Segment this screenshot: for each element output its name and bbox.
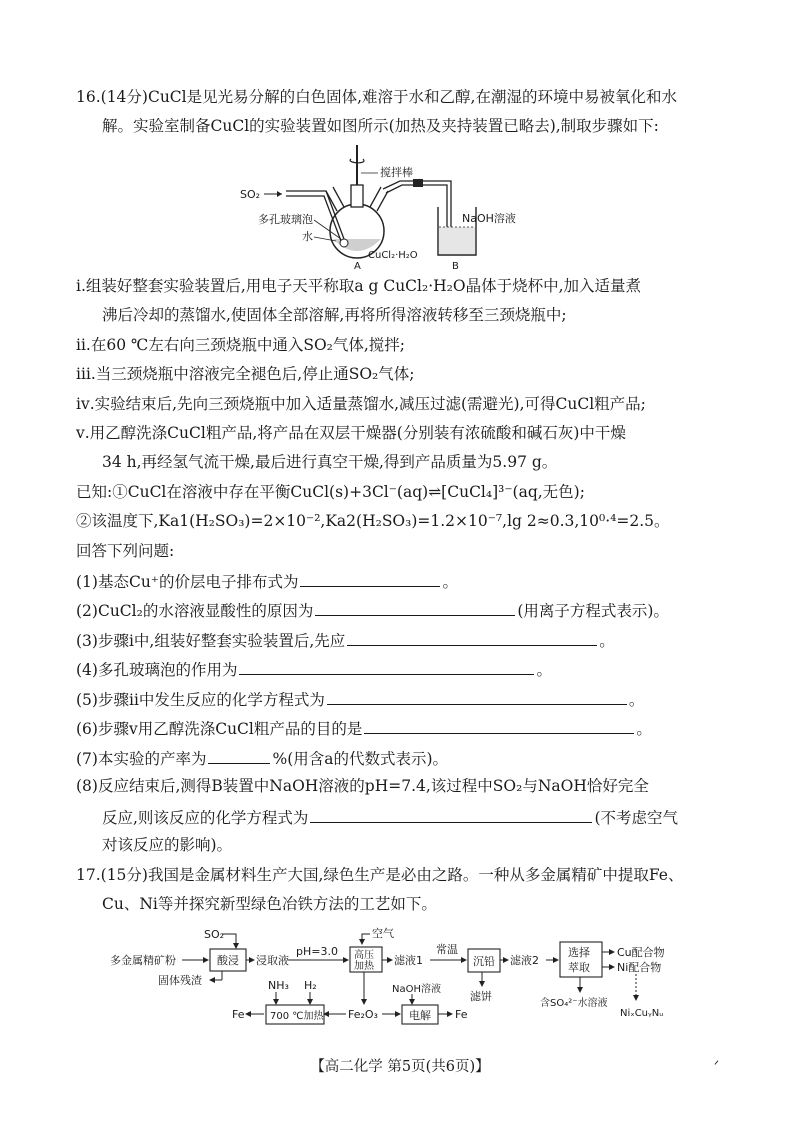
flow-precip: 沉铅	[473, 955, 495, 968]
q3-text: (3)步骤ⅰ中,组装好整套实验装置后,先应	[76, 632, 346, 650]
flow-ore: 多金属精矿粉	[110, 954, 176, 967]
flow-filtrate2: 滤液2	[510, 954, 539, 967]
step5-line2: 34 h,再经氢气流干燥,最后进行真空干燥,得到产品质量为5.97 g。	[102, 453, 558, 471]
question-1: (1)基态Cu⁺的价层电子排布式为 。	[76, 570, 728, 592]
q3-answer-blank[interactable]	[347, 629, 597, 646]
q5-answer-blank[interactable]	[327, 688, 627, 705]
corner-mark: ᐟ	[714, 1058, 720, 1072]
flow-air: 空气	[372, 927, 394, 940]
apparatus-diagram	[240, 143, 516, 272]
flow-residue: 固体残渣	[158, 974, 202, 987]
q5-text: (5)步骤ⅱ中发生反应的化学方程式为	[76, 691, 325, 709]
q6-answer-blank[interactable]	[364, 717, 634, 734]
beaker-label-b: B	[452, 261, 459, 272]
flow-cu-complex: Cu配合物	[617, 946, 665, 959]
flow-extract-l2: 萃取	[568, 961, 590, 974]
known-2: ②该温度下,Ka1(H₂SO₃)=2×10⁻²,Ka2(H₂SO₃)=1.2×10⁻⁷,lg 2≈0.3,10⁰·⁴=2.5。	[76, 512, 670, 530]
step4: ⅳ.实验结束后,先向三颈烧瓶中加入适量蒸馏水,减压过滤(需避光),可得CuCl粗产品;	[76, 395, 646, 413]
flow-heat700: 700 ℃加热	[270, 1011, 324, 1022]
flow-leachate: 浸取液	[256, 954, 289, 967]
q17-stem-line2: Cu、Ni等并探究新型绿色冶铁方法的工艺如下。	[102, 895, 437, 913]
question-6: (6)步骤ⅴ用乙醇洗涤CuCl粗产品的目的是 。	[76, 717, 728, 739]
question-8-line2: 反应,则该反应的化学方程式为 (不考虑空气	[102, 806, 754, 828]
q4-answer-blank[interactable]	[239, 658, 534, 675]
q2-text: (2)CuCl₂的水溶液显酸性的原因为	[76, 602, 314, 620]
naoh-label: NaOH溶液	[462, 212, 516, 225]
bubbler-label: 多孔玻璃泡	[258, 213, 313, 226]
process-flow-diagram	[110, 922, 700, 1034]
flow-fe-left: Fe	[232, 1008, 245, 1021]
q4-text: (4)多孔玻璃泡的作用为	[76, 661, 238, 679]
water-label: 水	[302, 230, 313, 243]
solid-label: CuCl₂·H₂O	[368, 250, 418, 261]
flow-nixcuy: NiₓCuᵧNᵤ	[620, 1008, 664, 1019]
flow-nh3: NH₃	[268, 979, 289, 992]
step1-line2: 沸后冷却的蒸馏水,使固体全部溶解,再将所得溶液转移至三颈烧瓶中;	[102, 306, 567, 324]
q16-stem-line1: 16.(14分)CuCl是见光易分解的白色固体,难溶于水和乙醇,在潮湿的环境中易被氧化和水	[76, 88, 677, 106]
flow-room-temp: 常温	[436, 943, 458, 956]
stirrer-label: 搅拌棒	[380, 166, 413, 179]
question-8-line3: 对该反应的影响)。	[102, 836, 233, 854]
q7-answer-blank[interactable]	[208, 747, 270, 764]
step3: ⅲ.当三颈烧瓶中溶液完全褪色后,停止通SO₂气体;	[76, 365, 415, 383]
flow-filtrate1: 滤液1	[394, 954, 423, 967]
q17-stem-line1: 17.(15分)我国是金属材料生产大国,绿色生产是必由之路。一种从多金属精矿中提取Fe、	[76, 866, 684, 884]
flow-hp-line2: 加热	[354, 961, 374, 972]
question-3: (3)步骤ⅰ中,组装好整套实验装置后,先应 。	[76, 629, 728, 651]
flow-fe-right: Fe	[455, 1008, 468, 1021]
flow-naoh: NaOH溶液	[392, 984, 441, 995]
flow-acid-leach: 酸浸	[217, 954, 239, 967]
flow-electrolysis: 电解	[409, 1009, 431, 1022]
q8-answer-blank[interactable]	[310, 806, 592, 823]
answer-prompt: 回答下列问题:	[76, 542, 175, 560]
flow-extract-l1: 选择	[568, 946, 590, 959]
question-4: (4)多孔玻璃泡的作用为 。	[76, 658, 728, 680]
flow-ph: pH=3.0	[296, 945, 338, 958]
step1-line1: ⅰ.组装好整套实验装置后,用电子天平称取a g CuCl₂·H₂O晶体于烧杯中,加入适量煮	[76, 277, 641, 295]
flow-so4-solution: 含SO₄²⁻水溶液	[540, 998, 608, 1009]
q2-answer-blank[interactable]	[315, 599, 515, 616]
question-8-line1: (8)反应结束后,测得B装置中NaOH溶液的pH=7.4,该过程中SO₂与NaOH恰好完全	[76, 777, 649, 795]
q1-text: (1)基态Cu⁺的价层电子排布式为	[76, 573, 299, 591]
flow-h2: H₂	[304, 979, 317, 992]
known-1: 已知:①CuCl在溶液中存在平衡CuCl(s)+3Cl⁻(aq)⇌[CuCl₄]³⁻(aq,无色);	[76, 483, 585, 501]
porous-bubbler	[340, 239, 348, 247]
so2-label: SO₂	[240, 188, 261, 201]
flow-hp-line1: 高压	[354, 950, 374, 961]
q16-stem-line2: 解。实验室制备CuCl的实验装置如图所示(加热及夹持装置已略去),制取步骤如下:	[102, 117, 659, 135]
q6-text: (6)步骤ⅴ用乙醇洗涤CuCl粗产品的目的是	[76, 720, 363, 738]
flow-so2: SO₂	[204, 928, 225, 941]
step2: ⅱ.在60 ℃左右向三颈烧瓶中通入SO₂气体,搅拌;	[76, 336, 406, 354]
question-7: (7)本实验的产率为 %(用含a的代数式表示)。	[76, 747, 728, 769]
flow-ni-complex: Ni配合物	[617, 961, 662, 974]
q1-answer-blank[interactable]	[300, 570, 440, 587]
step5-line1: ⅴ.用乙醇洗涤CuCl粗产品,将产品在双层干燥器(分别装有浓硫酸和碱石灰)中干燥	[76, 424, 626, 442]
question-2: (2)CuCl₂的水溶液显酸性的原因为 (用离子方程式表示)。	[76, 599, 728, 621]
flow-filter-cake: 滤饼	[470, 990, 492, 1003]
flow-fe2o3: Fe₂O₃	[348, 1008, 378, 1021]
q7-text: (7)本实验的产率为	[76, 750, 207, 768]
page-footer: 【高二化学 第5页(共6页)】	[310, 1059, 490, 1075]
question-5: (5)步骤ⅱ中发生反应的化学方程式为 。	[76, 688, 728, 710]
flask-label-a: A	[354, 261, 361, 272]
